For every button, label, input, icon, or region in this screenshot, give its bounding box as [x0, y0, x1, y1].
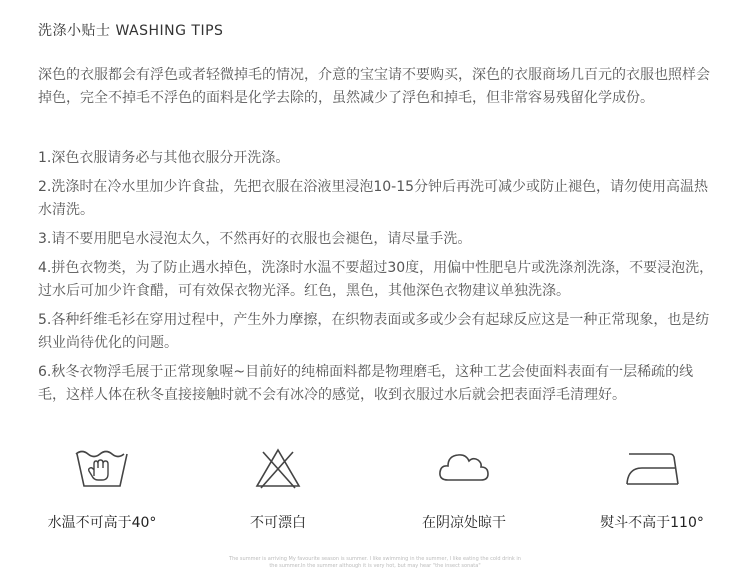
intro-paragraph: 深色的衣服都会有浮色或者轻微掉毛的情况，介意的宝宝请不要购买，深色的衣服商场几百元的衣服也照样会掉色，完全不掉毛不浮色的面料是化学去除的，虽然减少了浮色和掉毛，但非常容易残留化学成份。: [38, 67, 710, 106]
iron-icon: [622, 446, 682, 490]
care-item-wash: [27, 446, 177, 532]
tip-item: 5.各种纤维毛衫在穿用过程中，产生外力摩擦，在织物表面或多或少会有起球反应这是一种正常现象，也是纺织业尚待优化的问题。: [38, 312, 710, 351]
tip-item: 6.秋冬衣物浮毛展于正常现象喔~目前好的纯棉面料都是物理磨毛，这种工艺会使面料表面有一层稀疏的线毛，这样人体在秋冬直接接触时就不会有冰冷的感觉，收到衣服过水后就会把表面浮毛清理好。: [38, 364, 694, 403]
wash-tub-hand-icon: [72, 446, 132, 490]
care-item-dry: [389, 446, 539, 532]
tip-item: 2.洗涤时在冷水里加少许食盐，先把衣服在浴液里浸泡10-15分钟后再洗可减少或防止褪色，请勿使用高温热水清洗。: [38, 179, 709, 218]
care-icons-row: [0, 446, 750, 536]
tips-list: [38, 147, 714, 413]
footer-line: the summer.In the summer although it is very hot, but may hear "the insect sonata": [269, 563, 481, 569]
care-item-iron: [577, 446, 727, 532]
cloud-shade-dry-icon: [436, 446, 492, 490]
care-label-iron: 熨斗不高于110°: [600, 515, 704, 531]
tip-item: 1.深色衣服请务必与其他衣服分开洗涤。: [38, 150, 290, 166]
page-title: 洗涤小贴士 WASHING TIPS: [38, 23, 224, 39]
care-label-dry: 在阴凉处晾干: [422, 515, 506, 531]
tip-item: 4.拼色衣物类，为了防止遇水掉色，洗涤时水温不要超过30度，用偏中性肥皂片或洗涤剂洗涤，不要浸泡洗，过水后可加少许食醋，可有效保衣物光泽。红色，黑色，其他深色衣物建议单独洗涤。: [38, 260, 714, 299]
tip-item: 3.请不要用肥皂水浸泡太久，不然再好的衣服也会褪色，请尽量手洗。: [38, 231, 472, 247]
care-item-bleach: [203, 446, 353, 532]
no-bleach-icon: [253, 446, 303, 490]
care-label-wash: 水温不可高于40°: [47, 515, 157, 531]
care-label-bleach: 不可漂白: [250, 515, 306, 531]
footer-line: The summer is arriving My favourite season is summer. I like swimming in the summer, I like eating the cold drink in: [229, 556, 521, 562]
footer-text: [0, 556, 750, 570]
